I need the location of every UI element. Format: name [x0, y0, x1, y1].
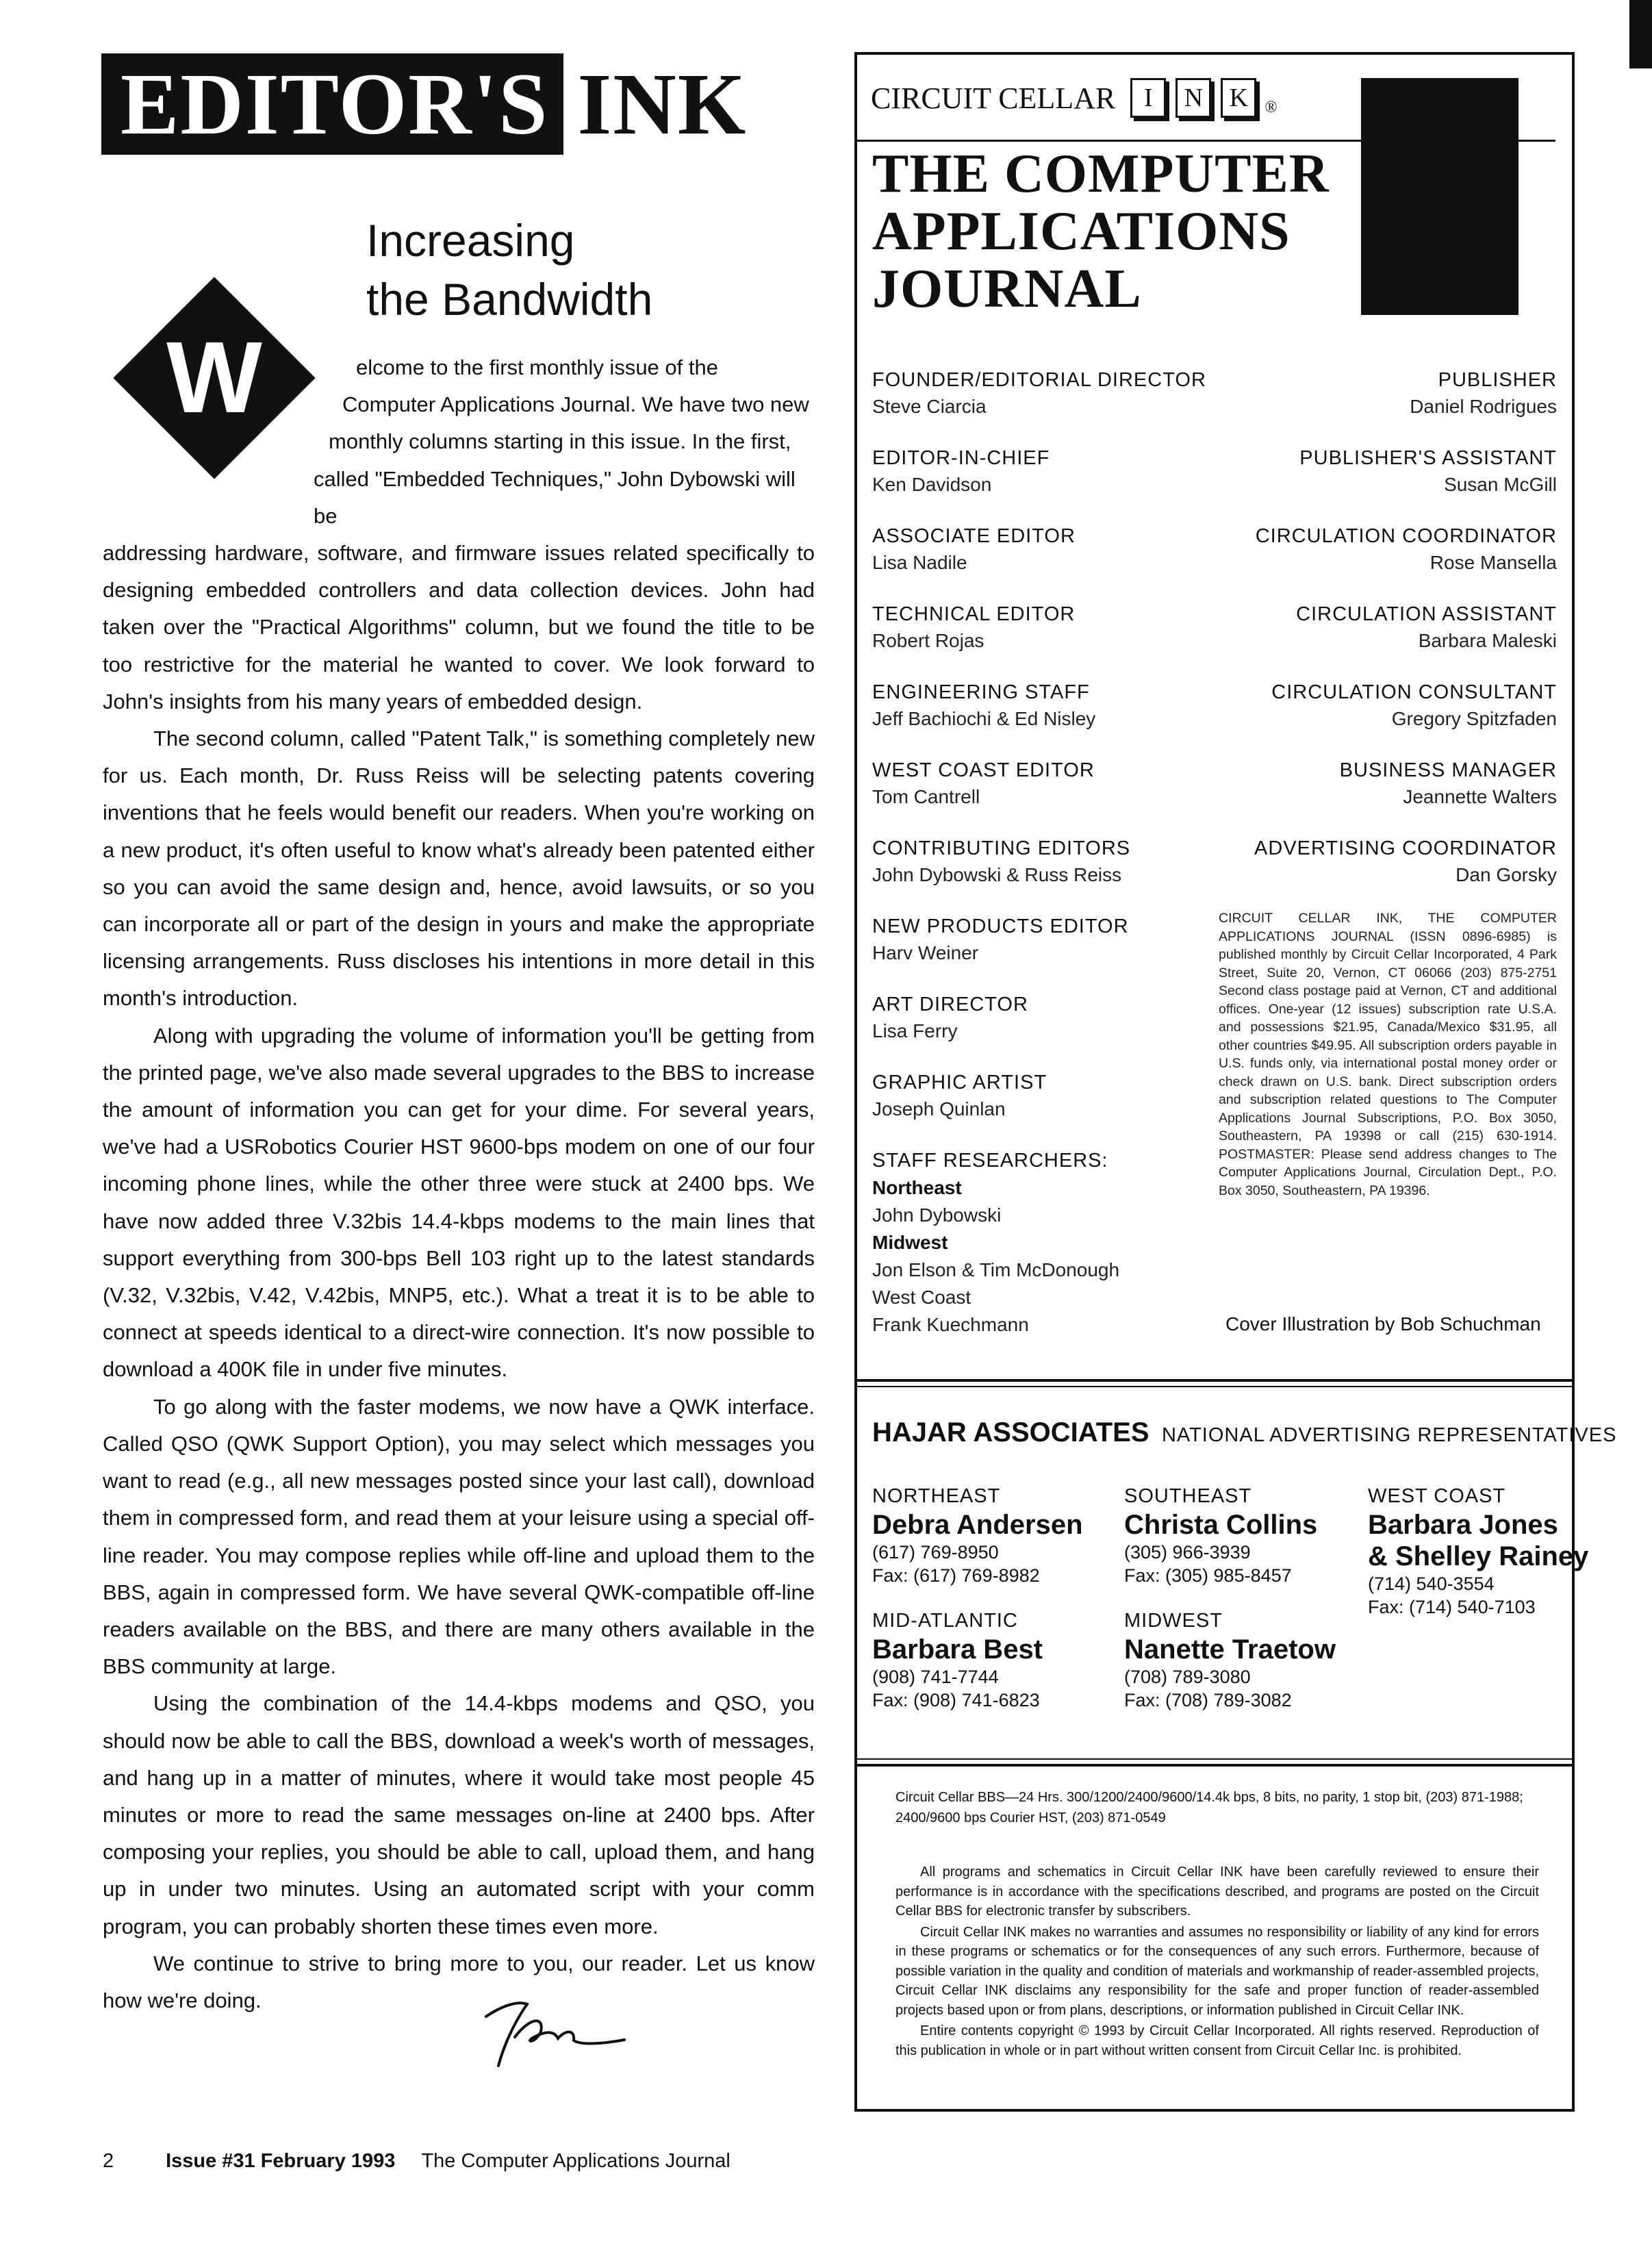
staff-role: CIRCULATION CONSULTANT — [1271, 681, 1557, 703]
paragraph-5: Using the combination of the 14.4-kbps modems and QSO, you should now be able to call the BBS, download a week's worth of messages, and hang up in a matter of minutes, where it would take most people 45 minutes or more to read the same messages on-line at 2400 bps. After composing your replies, you should be able to call, upload them, and hang up in under two minutes. Using an automated script with your comm program, you can probably shorten these times even more. — [103, 1691, 815, 1938]
rep-fax: Fax: (714) 540-7103 — [1368, 1597, 1536, 1617]
rep-fax: Fax: (617) 769-8982 — [872, 1565, 1040, 1586]
paragraph-3: Along with upgrading the volume of information you'll be getting from the printed page, we've also made several upgrades to the BBS to increase the amount of information you can get for your dime. For several years, we've had a USRobotics Courier HST 9600-bps modem on one of our four incoming phone lines, while the other three were stuck at 2400 bps. We have now added three V.32bis 14.4-kbps modems to the main lines that support everything from 300-bps Bell 103 right up to the latest standards (V.32, V.32bis, V.42, V.42bis, MNP5, etc.). What a treat it is to be able to connect at speeds identical to a direct-wire connection. It's now possible to download a 400K file in under five minutes. — [103, 1023, 815, 1382]
ink-letter-k: K — [1221, 78, 1256, 118]
staff-names: Dan Gorsky — [1456, 864, 1557, 885]
researcher-names: John Dybowski — [872, 1204, 1002, 1226]
rep-phone: (617) 769-8950 — [872, 1542, 999, 1563]
staff-names: Daniel Rodrigues — [1410, 396, 1557, 417]
rep-northeast — [872, 1483, 1105, 1587]
masthead-box — [854, 52, 1617, 2112]
staff-role: CONTRIBUTING EDITORS — [872, 837, 1131, 859]
legal-paragraph: Entire contents copyright © 1993 by Circuit Cellar Incorporated. All rights reserved. Reproduction of this publication in whole or in part without written consent from Circuit Cellar Inc. is prohibited. — [895, 2023, 1539, 2058]
staff-names: Gregory Spitzfaden — [1391, 708, 1557, 729]
masthead-editors: EDITOR'S — [101, 53, 563, 155]
paragraph-1: addressing hardware, software, and firmware issues related specifically to designing embedded controllers and data collection devices. John had taken over the "Practical Algorithms" column, but we found the title to be too restrictive for the material he wanted to cover. We look forward to John's insights from his many years of embedded design. — [103, 541, 815, 713]
researcher-region: Midwest — [872, 1232, 948, 1253]
staff-names: Robert Rojas — [872, 630, 984, 651]
staff-entry — [1173, 679, 1557, 732]
rep-phone: (305) 966-3939 — [1124, 1542, 1251, 1563]
staff-role: ADVERTISING COORDINATOR — [1254, 837, 1557, 859]
rep-phone: (708) 789-3080 — [1124, 1667, 1251, 1687]
page-number: 2 — [103, 2150, 114, 2172]
bbs-info: Circuit Cellar BBS—24 Hrs. 300/1200/2400/9600/14.4k bps, 8 bits, no parity, 1 stop bit, (203) 871-1988; 2400/9600 bps Courier HST, (203) 871-0549 — [895, 1790, 1523, 1825]
rep-region: MID-ATLANTIC — [872, 1610, 1018, 1632]
rep-name: Christa Collins — [1124, 1510, 1318, 1540]
cover-credit: Cover Illustration by Bob Schuchman — [1225, 1313, 1541, 1335]
journal-title-line1: THE COMPUTER — [872, 144, 1330, 204]
black-block — [1361, 78, 1518, 315]
researcher-region: Northeast — [872, 1177, 962, 1198]
staff-entry — [872, 991, 1256, 1044]
staff-names: Jeannette Walters — [1403, 786, 1557, 807]
masthead-ink: INK — [577, 55, 748, 153]
staff-names: Susan McGill — [1444, 474, 1557, 495]
paragraph-2: The second column, called "Patent Talk," is something completely new for us. Each month, Dr. Russ Reiss will be selecting patents covering inventions that he feels would benefit our readers. When you're working on a new product, it's often useful to know what's already been patented either so you can avoid the same design and, hence, avoid lawsuits, or so you can incorporate all or part of the design in yours and make the appropriate licensing arrangements. Russ discloses his intentions in more detail in this month's introduction. — [103, 726, 815, 1011]
article-title — [366, 211, 652, 329]
corner-tab — [1629, 0, 1652, 68]
staff-entry — [872, 1069, 1256, 1122]
rep-region: SOUTHEAST — [1124, 1485, 1252, 1507]
first-line-2: Computer Applications Journal. We have two new — [342, 392, 809, 417]
journal-title-line2: APPLICATIONS — [872, 201, 1291, 262]
section-rule — [857, 1379, 1572, 1382]
rep-name: Debra Andersen — [872, 1510, 1083, 1540]
researchers-role: STAFF RESEARCHERS: — [872, 1150, 1108, 1172]
rep-fax: Fax: (908) 741-6823 — [872, 1690, 1040, 1710]
rep-phone: (714) 540-3554 — [1368, 1573, 1495, 1594]
ink-letter-i: I — [1130, 78, 1166, 118]
legal-notice — [895, 1862, 1539, 2062]
agency-role: NATIONAL ADVERTISING REPRESENTATIVES — [1161, 1424, 1617, 1446]
first-lines — [103, 349, 815, 535]
publication-info: CIRCUIT CELLAR INK, THE COMPUTER APPLICATIONS JOURNAL (ISSN 0896-6985) is published monthly by Circuit Cellar Incorporated, 4 Park Street, Suite 20, Vernon, CT 06066 (203) 875-2751 Second class postage paid at Vernon, CT and additional offices. One-year (12 issues) subscription rate U.S.A. and possessions $21.95, Canada/Mexico $31.95, all other countries $49.95. All subscription orders payable in U.S. funds only, via international postal money order or check drawn on U.S. bank. Direct subscription orders and subscription related questions to The Computer Applications Journal Subscriptions, P.O. Box 3050, Southeastern, PA 19398 or call (215) 630-1914. POSTMASTER: Please send address changes to The Computer Applications Journal, Circulation Dept., P.O. Box 3050, Southeastern, PA 19396. — [1219, 911, 1557, 1198]
rep-region: WEST COAST — [1368, 1485, 1506, 1507]
researcher-region-west: West Coast — [872, 1287, 971, 1308]
rep-midwest — [1124, 1608, 1357, 1712]
staff-names: Jeff Bachiochi & Ed Nisley — [872, 708, 1096, 729]
staff-role: FOUNDER/EDITORIAL DIRECTOR — [872, 369, 1206, 391]
staff-role: ART DIRECTOR — [872, 994, 1028, 1015]
staff-names: Lisa Nadile — [872, 552, 967, 573]
rep-name: Barbara Jones — [1368, 1510, 1558, 1540]
staff-role: BUSINESS MANAGER — [1339, 759, 1557, 781]
journal-title — [872, 145, 1330, 318]
article-title-line1: Increasing — [366, 215, 575, 266]
staff-role: CIRCULATION ASSISTANT — [1296, 603, 1557, 625]
drop-cap-letter: W — [166, 321, 262, 434]
first-line-4: called "Embedded Techniques," John Dybowski will be — [314, 466, 796, 528]
staff-role: EDITOR-IN-CHIEF — [872, 447, 1050, 469]
section-rule — [857, 1764, 1572, 1767]
staff-entry — [1173, 757, 1557, 810]
section-rule — [857, 1386, 1572, 1387]
brand-header — [871, 78, 1278, 118]
first-line-3: monthly columns starting in this issue. In the first, — [329, 429, 791, 454]
staff-names: Lisa Ferry — [872, 1020, 958, 1041]
staff-entry — [1173, 444, 1557, 498]
header-rule — [857, 140, 1555, 142]
rep-fax: Fax: (708) 789-3082 — [1124, 1690, 1292, 1710]
staff-role: ENGINEERING STAFF — [872, 681, 1090, 703]
staff-entry — [1173, 600, 1557, 654]
rep-name: & Shelley Rainey — [1368, 1541, 1589, 1571]
rep-name: Nanette Traetow — [1124, 1634, 1336, 1665]
rep-region: MIDWEST — [1124, 1610, 1223, 1632]
staff-role: GRAPHIC ARTIST — [872, 1072, 1047, 1093]
staff-entry — [1173, 835, 1557, 888]
researcher-names: Frank Kuechmann — [872, 1314, 1029, 1335]
paragraph-6: We continue to strive to bring more to you, our reader. Let us know how we're doing. — [103, 1951, 815, 2012]
staff-researchers — [872, 1147, 1256, 1339]
staff-role: PUBLISHER — [1438, 369, 1557, 391]
staff-entry — [1173, 522, 1557, 576]
brand-name: CIRCUIT CELLAR — [871, 81, 1116, 115]
staff-names: Rose Mansella — [1429, 552, 1557, 573]
issue-label: Issue #31 February 1993 — [166, 2150, 396, 2172]
staff-names: Harv Weiner — [872, 942, 979, 963]
registered-mark: ® — [1265, 98, 1278, 116]
staff-role: NEW PRODUCTS EDITOR — [872, 915, 1129, 937]
rep-fax: Fax: (305) 985-8457 — [1124, 1565, 1292, 1586]
staff-names: Tom Cantrell — [872, 786, 980, 807]
legal-paragraph: Circuit Cellar INK makes no warranties and assumes no responsibility or liability of any kind for errors in these programs or schematics or for the consequences of any such errors. Furthermore, because of possible variation in the quality and condition of materials and workmanship of reader-assembled projects, Circuit Cellar INK disclaims any responsibility for the safe and proper function of reader-assembled projects based upon or from plans, descriptions, or information published in Circuit Cellar INK. — [895, 1924, 1539, 2018]
staff-role: TECHNICAL EDITOR — [872, 603, 1076, 625]
signature — [472, 1989, 630, 2071]
staff-entry — [1173, 366, 1557, 420]
staff-role: WEST COAST EDITOR — [872, 759, 1095, 781]
staff-names: Steve Ciarcia — [872, 396, 987, 417]
agency-name: HAJAR ASSOCIATES — [872, 1417, 1149, 1447]
rep-southeast — [1124, 1483, 1357, 1587]
staff-names: Ken Davidson — [872, 474, 992, 495]
rep-name: Barbara Best — [872, 1634, 1043, 1665]
staff-names: John Dybowski & Russ Reiss — [872, 864, 1122, 885]
staff-role: CIRCULATION COORDINATOR — [1255, 525, 1557, 547]
staff-list-right — [1173, 366, 1557, 913]
page-footer — [103, 2150, 730, 2173]
staff-entry — [872, 913, 1256, 966]
staff-names: Barbara Maleski — [1418, 630, 1557, 651]
staff-names: Joseph Quinlan — [872, 1098, 1006, 1120]
staff-role: ASSOCIATE EDITOR — [872, 525, 1076, 547]
article-body — [103, 349, 815, 2019]
paragraph-4: To go along with the faster modems, we now have a QWK interface. Called QSO (QWK Support Option), you may select which messages you want to read (e.g., all new messages posted since your last call), download them in compressed form, and read them at your leisure using a special off-line reader. You may compose replies while off-line and upload them to the BBS, again in compressed form. We have several QWK-compatible off-line readers available on the BBS, and there are many others available in the BBS community at large. — [103, 1394, 815, 1679]
journal-title-line3: JOURNAL — [872, 259, 1142, 319]
rep-region: NORTHEAST — [872, 1485, 1001, 1507]
first-line-1: elcome to the first monthly issue of the — [356, 355, 718, 379]
footer-journal: The Computer Applications Journal — [421, 2150, 730, 2172]
rep-phone: (908) 741-7744 — [872, 1667, 999, 1687]
legal-paragraph: All programs and schematics in Circuit Cellar INK have been carefully reviewed to ensure their performance is in accordance with the specifications described, and programs are posted on the Circuit Cellar BBS for electronic transfer by subscribers. — [895, 1864, 1539, 1919]
rep-west-coast — [1368, 1483, 1601, 1619]
researcher-names: Jon Elson & Tim McDonough — [872, 1259, 1120, 1280]
masthead — [101, 53, 747, 155]
article-title-line2: the Bandwidth — [366, 274, 653, 325]
staff-role: PUBLISHER'S ASSISTANT — [1299, 447, 1557, 469]
ink-letter-n: N — [1176, 78, 1211, 118]
advertising-header — [872, 1417, 1616, 1448]
rep-mid-atlantic — [872, 1608, 1105, 1712]
section-rule — [857, 1758, 1572, 1760]
